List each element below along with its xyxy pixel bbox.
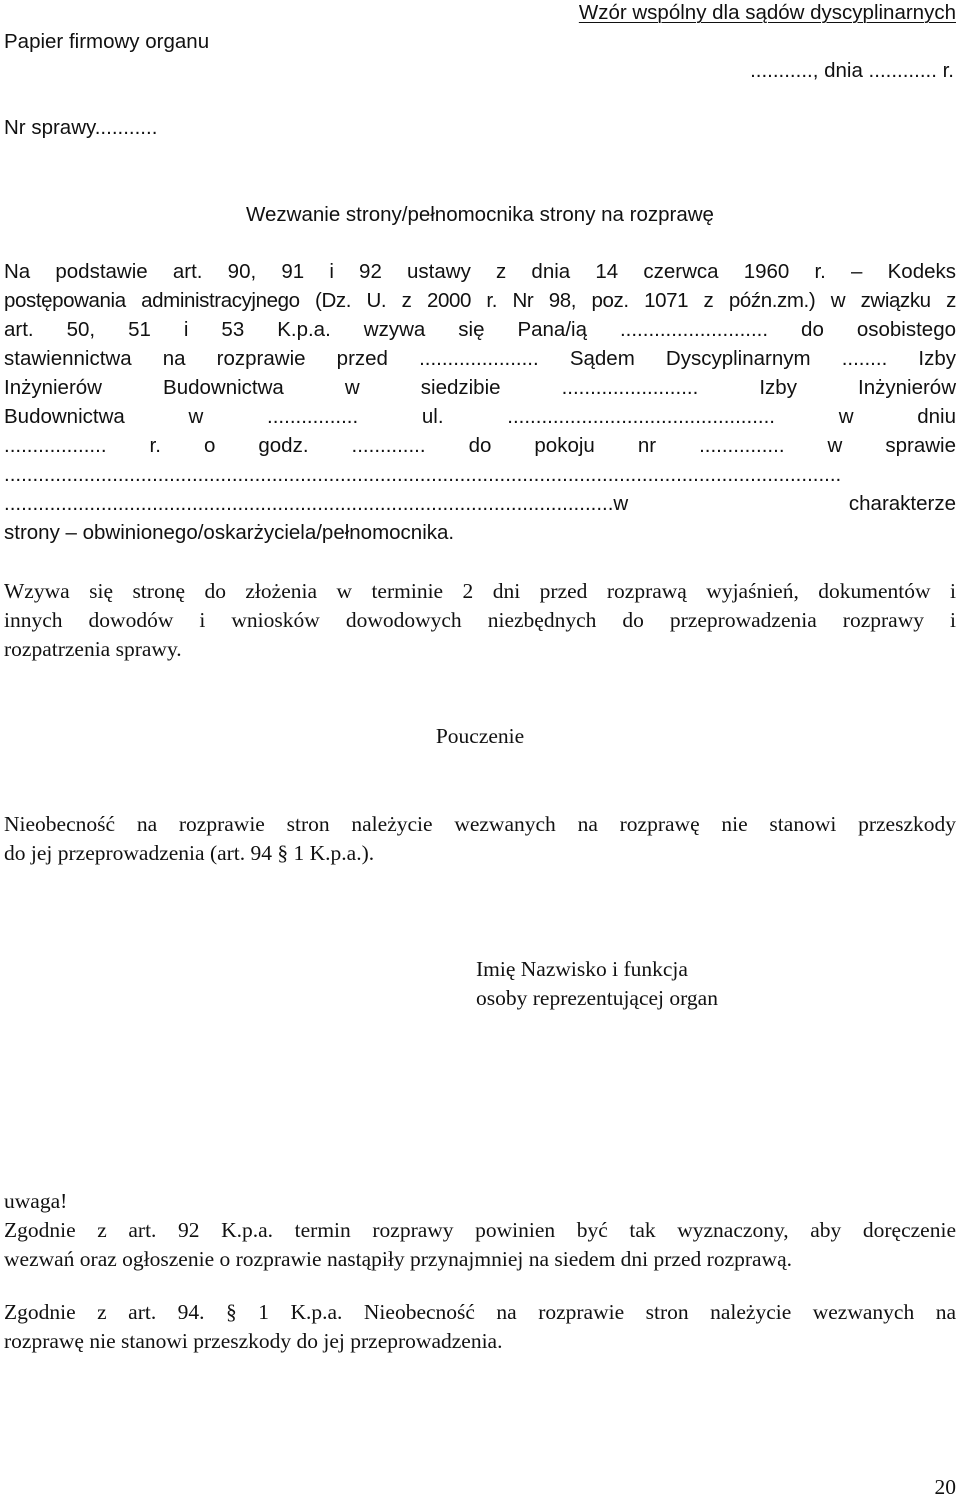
note-label: uwaga! [4, 1189, 68, 1213]
page-number: 20 [934, 1475, 956, 1499]
summons-paragraph [4, 257, 956, 547]
instruction-line: Nieobecność na rozprawie stron należycie wezwanych na rozprawę nie stanowi przeszkody [4, 812, 956, 836]
summons-line: .................. r. o godz. ............. do pokoju nr ............... w sprawie [4, 434, 956, 457]
request-line: innych dowodów i wniosków dowodowych niezbędnych do przeprowadzenia rozprawy i [4, 608, 956, 632]
instruction-heading: Pouczenie [435, 724, 525, 748]
note-paragraph-1 [4, 1216, 956, 1274]
summons-line: strony – obwinionego/oskarżyciela/pełnomocnika. [4, 521, 455, 544]
summons-line: art. 50, 51 i 53 K.p.a. wzywa się Pana/ią .......................... do osobistego [4, 318, 956, 341]
signature-name-function: Imię Nazwisko i funkcja [476, 957, 688, 981]
document-title: Wezwanie strony/pełnomocnika strony na rozprawę [246, 203, 714, 226]
note-paragraph-2 [4, 1298, 956, 1356]
summons-line: postępowania administracyjnego (Dz. U. z 2000 r. Nr 98, poz. 1071 z późn.zm.) w związku z [4, 289, 956, 312]
note-line: rozprawę nie stanowi przeszkody do jej przeprowadzenia. [4, 1329, 503, 1353]
signature-representative: osoby reprezentującej organ [476, 986, 718, 1010]
note-line: wezwań oraz ogłoszenie o rozprawie nastąpiły przynajmniej na siedem dni przed rozprawą. [4, 1247, 793, 1271]
summons-line: ...........................................................................................................w charakterze [4, 492, 956, 515]
date-line: ..........., dnia ............ r. [750, 59, 954, 82]
request-line: rozpatrzenia sprawy. [4, 637, 182, 661]
request-line: Wzywa się stronę do złożenia w terminie 2 dni przed rozprawą wyjaśnień, dokumentów i [4, 579, 956, 603]
model-form-title: Wzór wspólny dla sądów dyscyplinarnych [578, 1, 956, 24]
case-number: Nr sprawy........... [4, 116, 158, 139]
letterhead-label: Papier firmowy organu [4, 30, 210, 53]
note-line: Zgodnie z art. 94. § 1 K.p.a. Nieobecność na rozprawie stron należycie wezwanych na [4, 1300, 956, 1324]
summons-line: Budownictwa w ................ ul. ............................................... w dniu [4, 405, 956, 428]
summons-line: stawiennictwa na rozprawie przed ..................... Sądem Dyscyplinarnym ........ Izby [4, 347, 956, 370]
summons-line: Na podstawie art. 90, 91 i 92 ustawy z dnia 14 czerwca 1960 r. – Kodeks [4, 260, 956, 283]
request-paragraph [4, 577, 956, 664]
summons-line: ................................................................................................................................................... [4, 463, 842, 486]
instruction-line: do jej przeprowadzenia (art. 94 § 1 K.p.a.). [4, 841, 375, 865]
summons-line: Inżynierów Budownictwa w siedzibie ........................ Izby Inżynierów [4, 376, 956, 399]
instruction-paragraph [4, 810, 956, 868]
note-line: Zgodnie z art. 92 K.p.a. termin rozprawy powinien być tak wyznaczony, aby doręczenie [4, 1218, 956, 1242]
